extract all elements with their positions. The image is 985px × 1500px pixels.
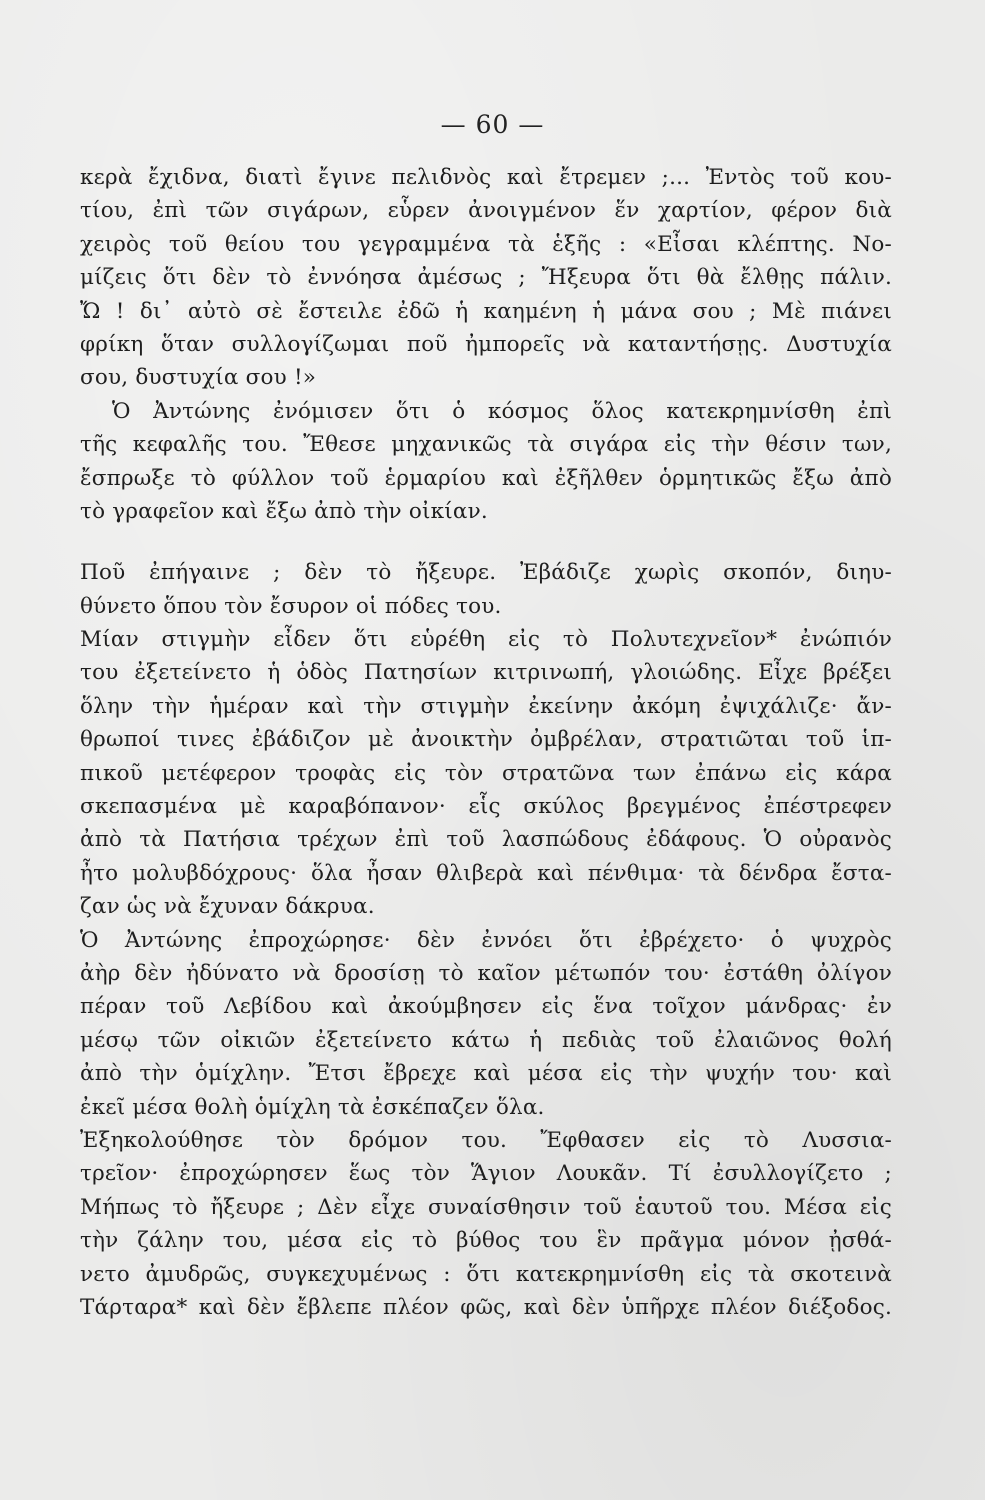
text-line: μίζεις ὅτι δὲν τὸ ἐννόησα ἀμέσως ; Ἤξευρα ὅτι θὰ ἔλθῃς πάλιν. — [80, 265, 892, 291]
text-line: ἔσπρωξε τὸ φύλλον τοῦ ἑρμαρίου καὶ ἐξῆλθεν ὁρμητικῶς ἔξω ἀπὸ — [80, 465, 892, 491]
text-line: του ἐξετείνετο ἡ ὁδὸς Πατησίων κιτρινωπή, γλοιώδης. Εἶχε βρέξει — [80, 660, 892, 686]
body-text — [80, 161, 892, 1324]
text-line: κερὰ ἔχιδνα, διατὶ ἔγινε πελιδνὸς καὶ ἔτρεμεν ;... Ἐντὸς τοῦ κου- — [80, 165, 892, 190]
text-line: πέραν τοῦ Λεβίδου καὶ ἀκούμβησεν εἰς ἕνα τοῖχον μάνδρας· ἐν — [80, 994, 892, 1020]
text-line: χειρὸς τοῦ θείου του γεγραμμένα τὰ ἑξῆς : «Εἶσαι κλέπτης. Νο- — [80, 231, 892, 257]
text-line: Ἐξηκολούθησε τὸν δρόμον του. Ἔφθασεν εἰς τὸ Λυσσια- — [80, 1127, 892, 1153]
text-line: μέσῳ τῶν οἰκιῶν ἐξετείνετο κάτω ἡ πεδιὰς τοῦ ἐλαιῶνος θολή — [80, 1027, 892, 1053]
text-line: Ὁ Ἀντώνης ἐνόμισεν ὅτι ὁ κόσμος ὅλος κατεκρημνίσθη ἐπὶ — [112, 398, 892, 424]
text-line: Ὁ Ἀντώνης ἐπροχώρησε· δὲν ἐννόει ὅτι ἐβρέχετο· ὁ ψυχρὸς — [80, 927, 892, 953]
text-line: ἀπὸ τὴν ὁμίχλην. Ἔτσι ἔβρεχε καὶ μέσα εἰς τὴν ψυχήν του· καὶ — [80, 1061, 892, 1087]
text-line: ζαν ὡς νὰ ἔχυναν δάκρυα. — [80, 894, 375, 920]
text-line: φρίκη ὅταν συλλογίζωμαι ποῦ ἠμπορεῖς νὰ καταντήσῃς. Δυστυχία — [80, 331, 892, 357]
text-line: σκεπασμένα μὲ καραβόπανον· εἷς σκύλος βρεγμένος ἐπέστρεφεν — [80, 794, 892, 820]
text-line: τίου, ἐπὶ τῶν σιγάρων, εὗρεν ἀνοιγμένον ἕν χαρτίον, φέρον διὰ — [80, 198, 892, 224]
text-line: Μήπως τὸ ἤξευρε ; Δὲν εἶχε συναίσθησιν τοῦ ἑαυτοῦ του. Μέσα εἰς — [80, 1194, 892, 1220]
text-line: τὴν ζάλην του, μέσα εἰς τὸ βύθος του ἓν πρᾶγμα μόνον ᾐσθά- — [80, 1228, 892, 1254]
text-line: ὅλην τὴν ἡμέραν καὶ τὴν στιγμὴν ἐκείνην ἀκόμη ἐψιχάλιζε· ἄν- — [80, 693, 892, 719]
text-line: ἐκεῖ μέσα θολὴ ὁμίχλη τὰ ἐσκέπαζεν ὅλα. — [80, 1094, 545, 1120]
page-number: — 60 — — [440, 110, 545, 139]
text-line: τρεῖον· ἐπροχώρησεν ἕως τὸν Ἅγιον Λουκᾶν. Τί ἐσυλλογίζετο ; — [80, 1161, 892, 1187]
text-line: ἀπὸ τὰ Πατήσια τρέχων ἐπὶ τοῦ λασπώδους ἐδάφους. Ὁ οὐρανὸς — [80, 827, 892, 853]
text-line: ἀὴρ δὲν ἠδύνατο νὰ δροσίσῃ τὸ καῖον μέτωπόν του· ἐστάθη ὀλίγον — [80, 960, 892, 986]
text-line: Μίαν στιγμὴν εἶδεν ὅτι εὑρέθη εἰς τὸ Πολυτεχνεῖον* ἐνώπιόν — [80, 627, 892, 653]
text-line: Ποῦ ἐπήγαινε ; δὲν τὸ ἤξευρε. Ἐβάδιζε χωρὶς σκοπόν, διηυ- — [80, 560, 892, 586]
text-line: πικοῦ μετέφερον τροφὰς εἰς τὸν στρατῶνα των ἐπάνω εἰς κάρα — [80, 760, 892, 786]
text-line: νετο ἀμυδρῶς, συγκεχυμένως : ὅτι κατεκρημνίσθη εἰς τὰ σκοτεινὰ — [80, 1261, 892, 1287]
text-line: τῆς κεφαλῆς του. Ἔθεσε μηχανικῶς τὰ σιγάρα εἰς τὴν θέσιν των, — [80, 432, 892, 458]
text-line: ἦτο μολυβδόχρους· ὅλα ἦσαν θλιβερὰ καὶ πένθιμα· τὰ δένδρα ἔστα- — [80, 860, 892, 886]
text-line: σου, δυστυχία σου !» — [80, 365, 317, 391]
text-line: θύνετο ὅπου τὸν ἔσυρον οἱ πόδες του. — [80, 593, 502, 619]
text-line: θρωποί τινες ἐβάδιζον μὲ ἀνοικτὴν ὀμβρέλαν, στρατιῶται τοῦ ἱπ- — [80, 727, 892, 753]
text-line: Τάρταρα* καὶ δὲν ἔβλεπε πλέον φῶς, καὶ δὲν ὑπῆρχε πλέον διέξοδος. — [80, 1294, 892, 1320]
text-line: τὸ γραφεῖον καὶ ἔξω ἀπὸ τὴν οἰκίαν. — [80, 498, 488, 524]
text-line: Ὤ ! δι᾽ αὐτὸ σὲ ἔστειλε ἐδῶ ἡ καημένη ἡ μάνα σου ; Μὲ πιάνει — [80, 298, 892, 324]
